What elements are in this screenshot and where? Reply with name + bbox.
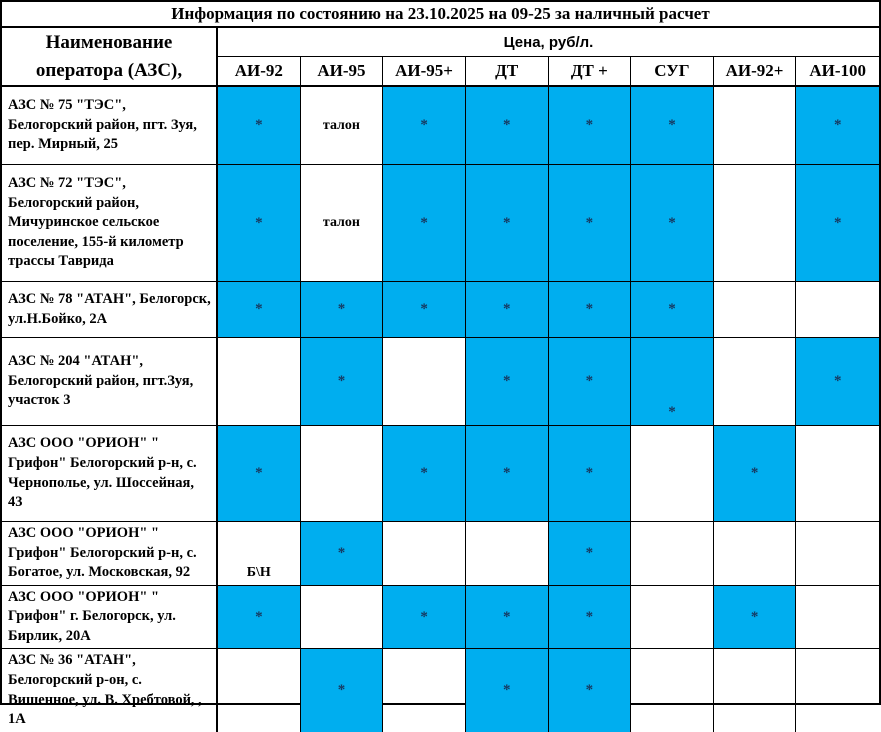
price-cell: * xyxy=(796,87,879,164)
price-cell: * xyxy=(466,649,549,731)
price-cell: * xyxy=(631,338,714,425)
price-cell xyxy=(714,649,797,731)
price-cell xyxy=(218,338,301,425)
price-unit-header: Цена, руб/л. xyxy=(218,28,879,57)
station-name-cell: АЗС ООО "ОРИОН" " Грифон" Белогорский р-н, с. Чернополье, ул. Шоссейная, 43 xyxy=(2,426,218,521)
price-cell xyxy=(796,586,879,649)
table-row xyxy=(2,87,879,165)
table-row xyxy=(2,338,879,426)
price-cell xyxy=(631,649,714,731)
price-cell: * xyxy=(301,522,384,585)
price-cell: * xyxy=(714,586,797,649)
price-cell: * xyxy=(301,338,384,425)
price-cell: * xyxy=(631,165,714,281)
price-cell: * xyxy=(714,426,797,521)
table-row xyxy=(2,649,879,731)
price-cell xyxy=(714,522,797,585)
price-cell xyxy=(714,338,797,425)
price-cell: талон xyxy=(301,87,384,164)
price-cell: * xyxy=(796,338,879,425)
price-cell: Б\Н xyxy=(218,522,301,585)
price-cell: * xyxy=(549,87,632,164)
price-cell xyxy=(631,426,714,521)
operator-header-line1: Наименование xyxy=(45,31,173,53)
price-cell: * xyxy=(218,282,301,337)
price-cell xyxy=(301,426,384,521)
price-header-group xyxy=(218,28,879,85)
price-cell xyxy=(383,338,466,425)
price-cell xyxy=(383,649,466,731)
price-cell xyxy=(301,586,384,649)
price-cell xyxy=(714,282,797,337)
fuel-column-header-dtplus: ДТ + xyxy=(549,57,632,85)
table-row xyxy=(2,522,879,586)
price-cell: талон xyxy=(301,165,384,281)
price-cell: * xyxy=(218,165,301,281)
station-name-cell: АЗС ООО "ОРИОН" " Грифон" Белогорский р-н, с. Богатое, ул. Московская, 92 xyxy=(2,522,218,585)
price-cell: * xyxy=(466,87,549,164)
price-cell: * xyxy=(301,282,384,337)
price-cell xyxy=(631,586,714,649)
station-name-cell: АЗС № 36 "АТАН", Белогорский р-он, с. Вишенное, ул. В. Хребтовой, , 1А xyxy=(2,649,218,731)
station-name-cell: АЗС № 204 "АТАН", Белогорский район, пгт.Зуя, участок 3 xyxy=(2,338,218,425)
station-name-cell: АЗС № 78 "АТАН", Белогорск, ул.Н.Бойко, 2А xyxy=(2,282,218,337)
price-cell: * xyxy=(218,586,301,649)
fuel-column-header-sug: СУГ xyxy=(631,57,714,85)
table-row xyxy=(2,586,879,650)
operator-column-header xyxy=(2,28,218,85)
price-cell: * xyxy=(549,649,632,731)
price-cell: * xyxy=(218,87,301,164)
price-cell xyxy=(714,87,797,164)
price-cell: * xyxy=(549,426,632,521)
price-cell: * xyxy=(383,586,466,649)
price-cell xyxy=(796,282,879,337)
price-cell xyxy=(796,522,879,585)
price-cell: * xyxy=(383,426,466,521)
table-row xyxy=(2,165,879,282)
station-name-cell: АЗС № 72 "ТЭС", Белогорский район, Мичуринское сельское поселение, 155-й километр трассы Таврида xyxy=(2,165,218,281)
price-cell: * xyxy=(549,165,632,281)
table-header xyxy=(2,28,879,87)
fuel-columns-row xyxy=(218,57,879,85)
station-name-cell: АЗС ООО "ОРИОН" " Грифон" г. Белогорск, ул. Бирлик, 20А xyxy=(2,586,218,649)
price-cell: * xyxy=(549,338,632,425)
price-cell xyxy=(218,649,301,731)
price-cell: * xyxy=(466,165,549,281)
price-cell: * xyxy=(631,282,714,337)
table-body xyxy=(2,87,879,732)
fuel-column-header-ai95plus: АИ-95+ xyxy=(383,57,466,85)
price-cell: * xyxy=(218,426,301,521)
price-cell: * xyxy=(549,282,632,337)
station-name-cell: АЗС № 75 "ТЭС", Белогорский район, пгт. Зуя, пер. Мирный, 25 xyxy=(2,87,218,164)
fuel-column-header-ai100: АИ-100 xyxy=(809,61,867,80)
table-row xyxy=(2,426,879,522)
price-cell: * xyxy=(631,87,714,164)
report-title: Информация по состоянию на 23.10.2025 на 09-25 за наличный расчет xyxy=(2,2,879,28)
price-cell: * xyxy=(796,165,879,281)
price-cell xyxy=(383,522,466,585)
price-cell: * xyxy=(383,87,466,164)
price-cell xyxy=(631,522,714,585)
price-cell: * xyxy=(466,426,549,521)
price-cell: * xyxy=(383,165,466,281)
fuel-column-header-ai92: АИ-92 xyxy=(218,57,301,85)
price-cell: * xyxy=(301,649,384,731)
price-cell xyxy=(796,426,879,521)
price-cell xyxy=(466,522,549,585)
operator-header-line2: оператора (АЗС), xyxy=(35,59,183,81)
price-cell: * xyxy=(549,522,632,585)
fuel-column-header-dt: ДТ xyxy=(466,57,549,85)
price-cell: * xyxy=(383,282,466,337)
price-cell: * xyxy=(466,586,549,649)
table-row xyxy=(2,282,879,338)
price-cell xyxy=(796,649,879,731)
price-cell: * xyxy=(466,338,549,425)
price-cell xyxy=(714,165,797,281)
fuel-column-header-ai95: АИ-95 xyxy=(301,57,384,85)
price-cell: * xyxy=(549,586,632,649)
fuel-column-header-ai92plus: АИ-92+ xyxy=(714,57,797,85)
price-cell: * xyxy=(466,282,549,337)
